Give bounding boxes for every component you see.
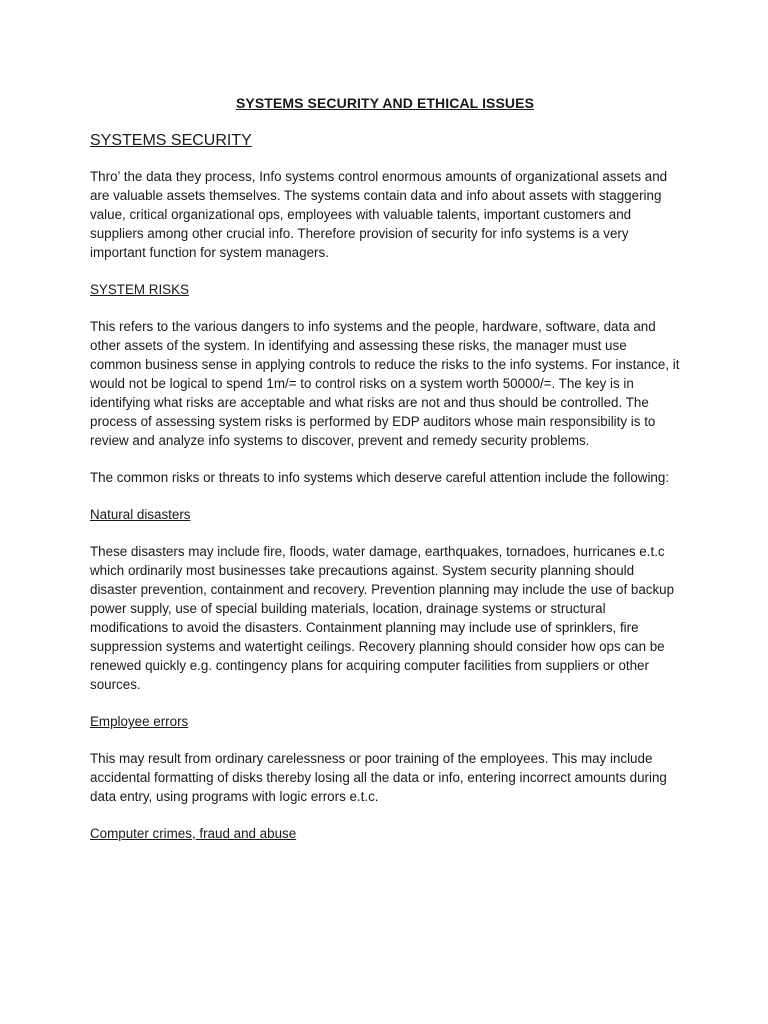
intro-paragraph: Thro’ the data they process, Info systems control enormous amounts of organizational assets and are valuable assets themselves. The systems contain data and info about assets with staggering value, critical organizational ops, employees with valuable talents, important customers and suppliers among other crucial info. Therefore provision of security for info systems is a very important function for system managers. (90, 169, 668, 260)
subheading-employee-errors: Employee errors (90, 714, 189, 729)
subheading-natural-disasters: Natural disasters (90, 507, 191, 522)
section-heading-systems-security: SYSTEMS SECURITY (90, 132, 252, 149)
subheading-computer-crimes: Computer crimes, fraud and abuse (90, 826, 297, 841)
common-risks-paragraph: The common risks or threats to info systems which deserve careful attention include the following: (90, 470, 670, 485)
subheading-system-risks: SYSTEM RISKS (90, 282, 189, 297)
employee-errors-paragraph: This may result from ordinary carelessness or poor training of the employees. This may include accidental formatting of disks thereby losing all the data or info, entering incorrect amounts during data entry, using programs with logic errors e.t.c. (90, 751, 667, 804)
system-risks-paragraph: This refers to the various dangers to info systems and the people, hardware, software, data and other assets of the system. In identifying and assessing these risks, the manager must use common business sense in applying controls to reduce the risks to the info systems. For instance, it would not be logical to spend 1m/= to control risks on a system worth 50000/=. The key is in identifying what risks are acceptable and what risks are not and thus should be controlled. The process of assessing system risks is performed by EDP auditors whose main responsibility is to review and analyze info systems to discover, prevent and remedy security problems. (90, 319, 680, 448)
document-title: SYSTEMS SECURITY AND ETHICAL ISSUES (235, 95, 535, 111)
natural-disasters-paragraph: These disasters may include fire, floods, water damage, earthquakes, tornadoes, hurricanes e.t.c which ordinarily most businesses take precautions against. System security planning should disaster prevention, containment and recovery. Prevention planning may include the use of backup power supply, use of special building materials, location, drainage systems or structural modifications to avoid the disasters. Containment planning may include use of sprinklers, fire suppression systems and watertight ceilings. Recovery planning should consider how ops can be renewed quickly e.g. contingency plans for acquiring computer facilities from suppliers or other sources. (90, 544, 675, 692)
